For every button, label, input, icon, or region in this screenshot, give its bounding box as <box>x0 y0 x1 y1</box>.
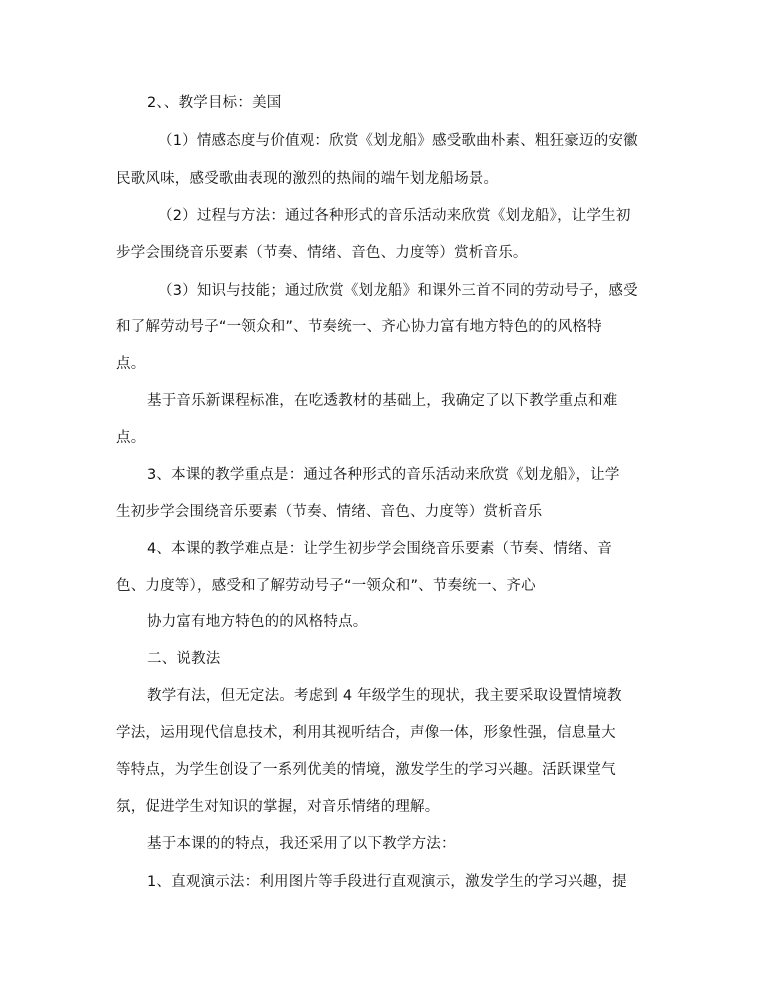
paragraph-line: 步学会围绕音乐要素（节奏、情绪、音色、力度等）赏析音乐。 <box>116 245 528 261</box>
section-heading-teaching-goals: 2、、教学目标：美国 <box>147 95 282 111</box>
paragraph-line: 教学有法，但无定法。考虑到 4 年级学生的现状，我主要采取设置情境教 <box>147 688 622 704</box>
paragraph-line: 点。 <box>116 430 146 446</box>
paragraph-line: （3）知识与技能；通过欣赏《划龙船》和课外三首不同的劳动号子，感受 <box>158 283 638 299</box>
paragraph-line: 色、力度等），感受和了解劳动号子“一领众和”、节奏统一、齐心 <box>116 578 536 594</box>
paragraph-line: 协力富有地方特色的的风格特点。 <box>147 614 368 630</box>
paragraph-line: 3、本课的教学重点是：通过各种形式的音乐活动来欣赏《划龙船》，让学 <box>147 467 620 483</box>
section-heading-teaching-methods: 二、说教法 <box>147 651 221 667</box>
paragraph-line: 1、直观演示法：利用图片等手段进行直观演示，激发学生的学习兴趣，提 <box>147 874 627 890</box>
paragraph-line: 点。 <box>116 356 146 372</box>
paragraph-line: 民歌风味，感受歌曲表现的激烈的热闹的端午划龙船场景。 <box>116 171 499 187</box>
paragraph-line: 和了解劳动号子“一领众和”、节奏统一、齐心协力富有地方特色的的风格特 <box>116 319 602 335</box>
paragraph-line: 基于本课的的特点，我还采用了以下教学方法： <box>147 836 456 852</box>
paragraph-line: 4、本课的教学难点是：让学生初步学会围绕音乐要素（节奏、情绪、音 <box>147 541 613 557</box>
paragraph-line: 生初步学会围绕音乐要素（节奏、情绪、音色、力度等）赏析音乐 <box>116 504 543 520</box>
paragraph-line: 基于音乐新课程标准，在吃透教材的基础上，我确定了以下教学重点和难 <box>147 393 618 409</box>
paragraph-line: （1）情感态度与价值观：欣赏《划龙船》感受歌曲朴素、粗狂豪迈的安徽 <box>158 133 638 149</box>
paragraph-line: 等特点，为学生创设了一系列优美的情境，激发学生的学习兴趣。活跃课堂气 <box>116 762 616 778</box>
paragraph-line: （2）过程与方法：通过各种形式的音乐活动来欣赏《划龙船》，让学生初 <box>158 208 631 224</box>
paragraph-line: 氛，促进学生对知识的掌握，对音乐情绪的理解。 <box>116 799 440 815</box>
paragraph-line: 学法，运用现代信息技术，利用其视听结合，声像一体，形象性强，信息量大 <box>116 725 616 741</box>
